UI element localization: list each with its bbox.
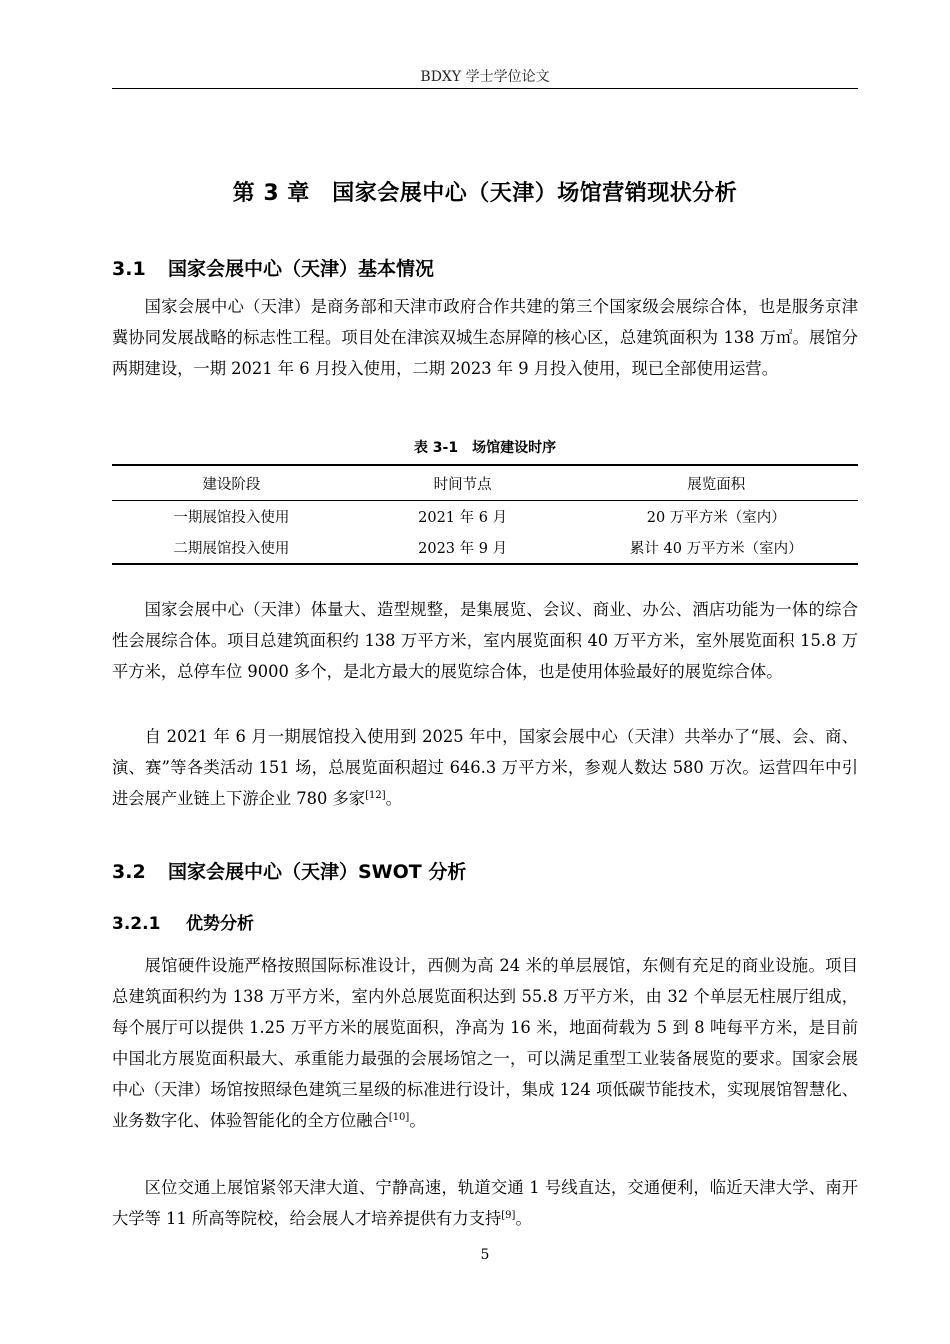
paragraph-end: 。	[515, 1209, 532, 1228]
section-title-text: 国家会展中心（天津）SWOT 分析	[168, 861, 467, 883]
paragraph-text: 展馆硬件设施严格按照国际标准设计，西侧为高 24 米的单层展馆，东侧有充足的商业设施。项目总建筑面积约为 138 万平方米，室内外总展览面积达到 55.8 万平方米，由 32 个单层无柱展厅组成，每个展厅可以提供 1.25 万平方米的展览面积，净高为 16 米，地面荷载为 5 到 8 吨每平方米，是目前中国北方展览面积最大、承重能力最强的会展场馆之一，可以满足重型工业装备展览的要求。国家会展中心（天津）场馆按照绿色建筑三星级的标准进行设计，集成 124 项低碳节能技术，实现展馆智慧化、业务数字化、体验智能化的全方位融合	[112, 956, 858, 1130]
paragraph-end: 。	[385, 789, 402, 808]
paragraph-text: 自 2021 年 6 月一期展馆投入使用到 2025 年中，国家会展中心（天津）共举办了“展、会、商、演、赛”等各类活动 151 场，总展览面积超过 646.3 万平方米，参观人数达 580 万次。运营四年中引进会展产业链上下游企业 780 多家	[112, 727, 858, 808]
column-header: 建设阶段	[112, 465, 351, 501]
page-number: 5	[480, 1247, 490, 1263]
table-header-row	[112, 465, 858, 501]
column-header: 展览面积	[575, 465, 858, 501]
citation: [10]	[388, 1112, 410, 1123]
table-cell: 20 万平方米（室内）	[646, 510, 786, 526]
citation: [9]	[501, 1210, 516, 1221]
subsection-title-text: 优势分析	[186, 914, 254, 934]
table-cell: 2021 年 6 月	[418, 510, 508, 526]
running-header: BDXY 学士学位论文	[420, 69, 550, 85]
construction-timeline-table	[112, 464, 858, 565]
paragraph-end: 。	[409, 1111, 426, 1130]
section-title-text: 国家会展中心（天津）基本情况	[168, 258, 435, 280]
paragraph	[112, 721, 858, 814]
section-number: 3.2	[112, 861, 146, 883]
table-cell: 一期展馆投入使用	[173, 510, 290, 526]
citation: [12]	[365, 790, 386, 801]
column-header: 时间节点	[351, 465, 575, 501]
paragraph	[112, 1172, 858, 1234]
table-row	[112, 501, 858, 533]
chapter-title: 第 3 章 国家会展中心（天津）场馆营销现状分析	[232, 181, 738, 206]
section-number: 3.1	[112, 258, 146, 280]
paragraph: 国家会展中心（天津）体量大、造型规整，是集展览、会议、商业、办公、酒店功能为一体的综合性会展综合体。项目总建筑面积约 138 万平方米，室内展览面积 40 万平方米，室外展览面积 15.8 万平方米，总停车位 9000 多个，是北方最大的展览综合体，也是使用体验最好的展览综合体。	[112, 600, 858, 681]
table-caption: 表 3-1 场馆建设时序	[413, 440, 557, 456]
paragraph	[112, 950, 858, 1136]
header-rule	[112, 88, 858, 89]
table-cell: 累计 40 万平方米（室内）	[575, 532, 858, 564]
paragraph: 国家会展中心（天津）是商务部和天津市政府合作共建的第三个国家级会展综合体，也是服务京津冀协同发展战略的标志性工程。项目处在津滨双城生态屏障的核心区，总建筑面积为 138 万㎡。展馆分两期建设，一期 2021 年 6 月投入使用，二期 2023 年 9 月投入使用，现已全部使用运营。	[112, 297, 858, 378]
section-heading-3-2	[112, 857, 466, 884]
table-row	[112, 532, 858, 564]
table-cell: 二期展馆投入使用	[112, 532, 351, 564]
subsection-number: 3.2.1	[112, 914, 161, 934]
subsection-heading-3-2-1	[112, 909, 254, 934]
table-cell: 2023 年 9 月	[351, 532, 575, 564]
section-heading-3-1	[112, 254, 434, 281]
paragraph-text: 区位交通上展馆紧邻天津大道、宁静高速，轨道交通 1 号线直达，交通便利，临近天津大学、南开大学等 11 所高等院校，给会展人才培养提供有力支持	[112, 1178, 858, 1228]
